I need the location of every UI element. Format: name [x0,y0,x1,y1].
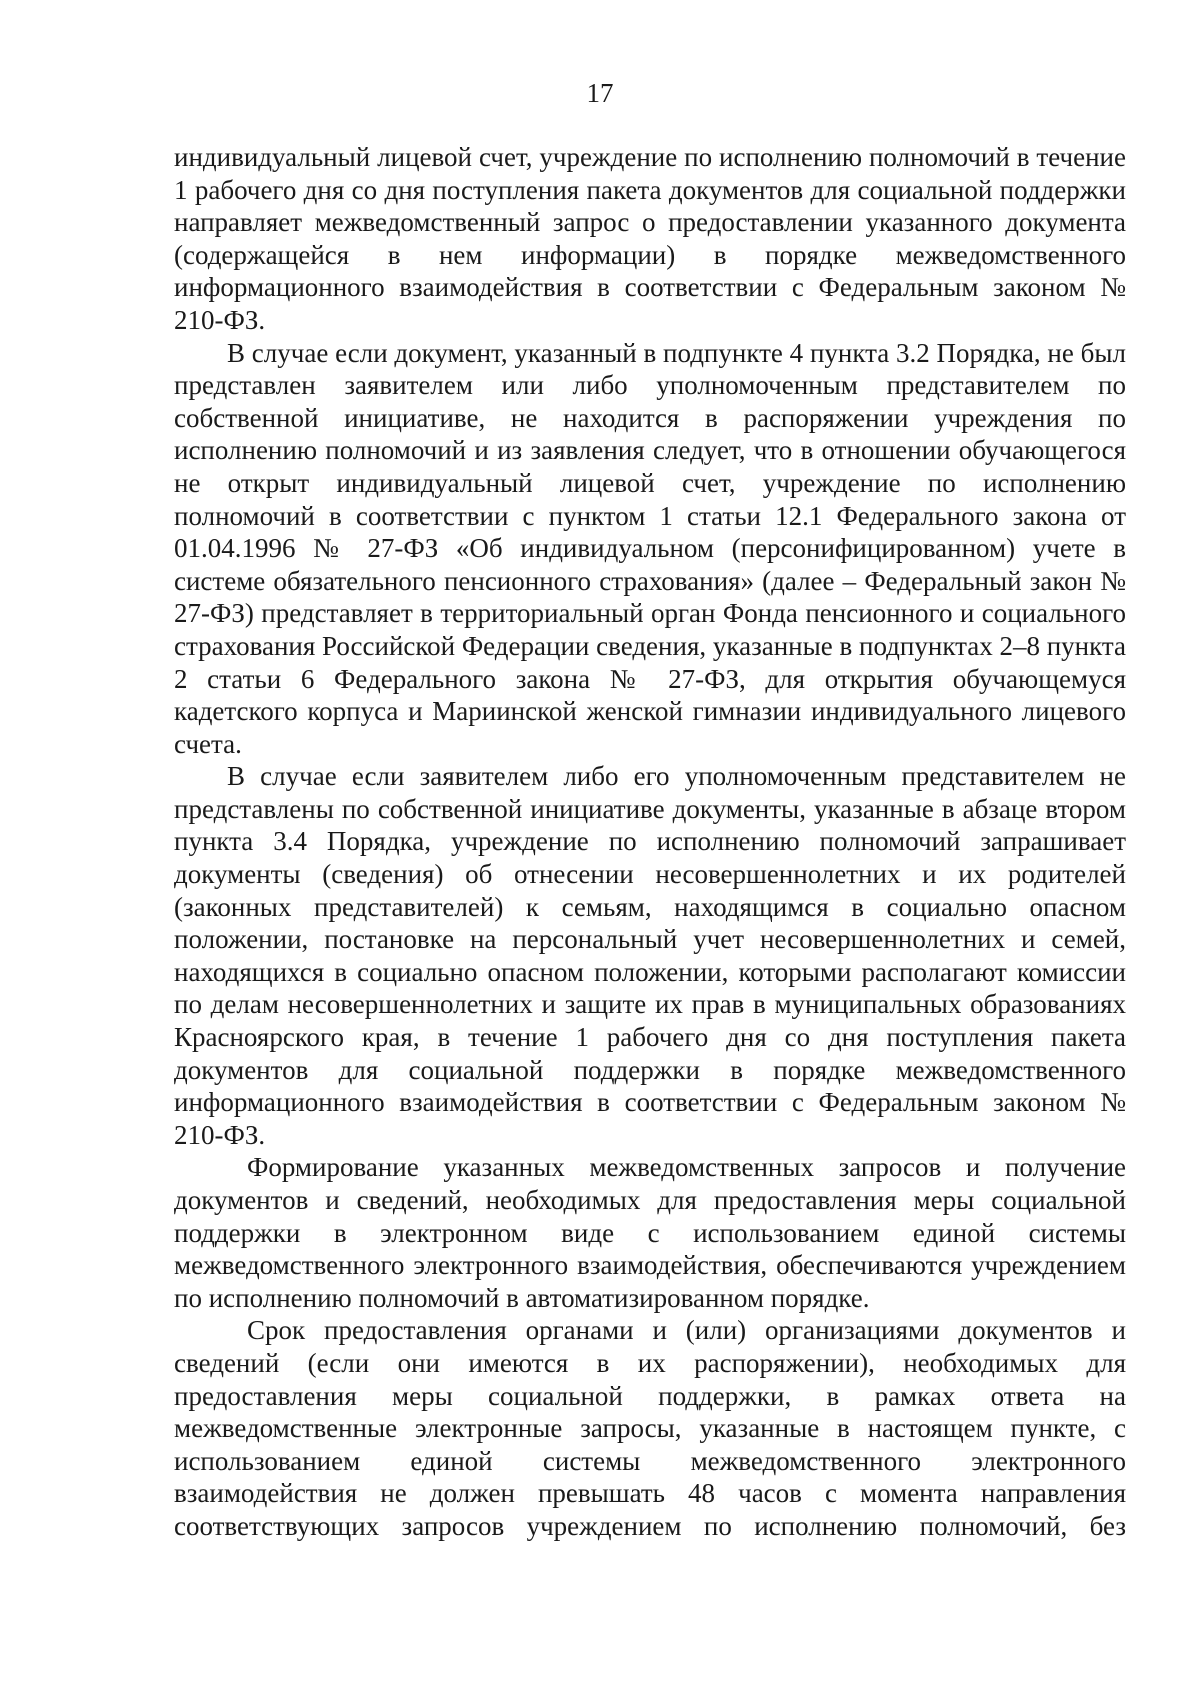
paragraph-response-deadline: Срок предоставления органами и (или) организациями документов и сведений (если они имеются в их распоряжении), необходимых для предоставления меры социальной поддержки, в рамках ответа на межведомственные электронные запросы, указанные в настоящем пункте, с использованием единой системы межведомственного электронного взаимодействия не должен превышать 48 часов с момента направления соответствующих запросов учреждением по исполнению полномочий, без [174,1315,1126,1541]
paragraph-family-status-request: В случае если заявителем либо его уполномоченным представителем не представлены по собственной инициативе документы, указанные в абзаце втором пункта 3.4 Порядка, учреждение по исполнению полномочий запрашивает документы (сведения) об отнесении несовершеннолетних и их родителей (законных представителей) к семьям, находящимся в социально опасном положении, постановке на персональный учет несовершеннолетних и семей, находящихся в социально опасном положении, которыми располагают комиссии по делам несовершеннолетних и защите их прав в муниципальных образованиях Красноярского края, в течение 1 рабочего дня со дня поступления пакета документов для социальной поддержки в порядке межведомственного информационного взаимодействия в соответствии с Федеральным законом № 210-ФЗ. [174,761,1126,1150]
paragraph-account-opening: В случае если документ, указанный в подпункте 4 пункта 3.2 Порядка, не был представлен заявителем или либо уполномоченным представителем по собственной инициативе, не находится в распоряжении учреждения по исполнению полномочий и из заявления следует, что в отношении обучающегося не открыт индивидуальный лицевой счет, учреждение по исполнению полномочий в соответствии с пунктом 1 статьи 12.1 Федерального закона от 01.04.1996 № 27-ФЗ «Об индивидуальном (персонифицированном) учете в системе обязательного пенсионного страхования» (далее – Федеральный закон № 27-ФЗ) представляет в территориальный орган Фонда пенсионного и социального страхования Российской Федерации сведения, указанные в подпунктах 2–8 пункта 2 статьи 6 Федерального закона № 27-ФЗ, для открытия обучающемуся кадетского корпуса и Мариинской женской гимназии индивидуального лицевого счета. [174,337,1126,759]
paragraph-continuation: индивидуальный лицевой счет, учреждение по исполнению полномочий в течение 1 рабочего дня со дня поступления пакета документов для социальной поддержки направляет межведомственный запрос о предоставлении указанного документа (содержащейся в нем информации) в порядке межведомственного информационного взаимодействия в соответствии с Федеральным законом № 210-ФЗ. [174,142,1126,335]
body-text [174,141,1126,1543]
page-number: 17 [586,78,614,108]
paragraph-electronic-requests: Формирование указанных межведомственных запросов и получение документов и сведений, необходимых для предоставления меры социальной поддержки в электронном виде с использованием единой системы межведомственного электронного взаимодействия, обеспечиваются учреждением по исполнению полномочий в автоматизированном порядке. [174,1152,1126,1313]
